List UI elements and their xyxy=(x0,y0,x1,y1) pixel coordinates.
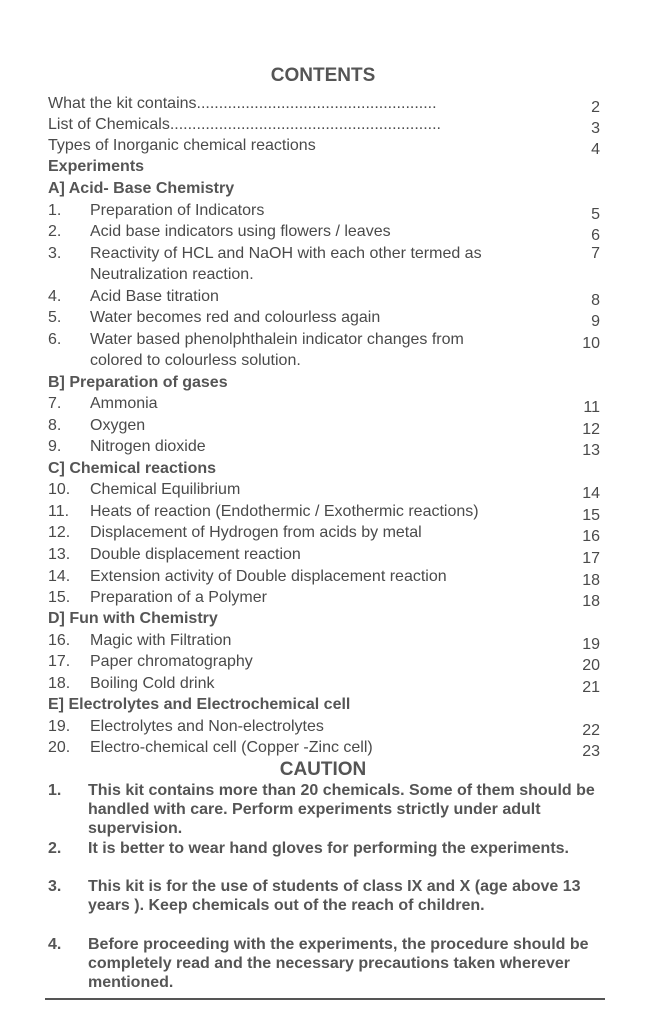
item-number: 5. xyxy=(48,309,62,326)
toc-entry xyxy=(48,308,600,328)
page-number: 4 xyxy=(591,141,600,158)
item-number: 11. xyxy=(48,503,70,520)
section-heading: D] Fun with Chemistry xyxy=(48,610,218,627)
section-heading: C] Chemical reactions xyxy=(48,460,217,477)
caution-text: It is better to wear hand gloves for performing the experiments. xyxy=(88,840,569,857)
item-number: 12. xyxy=(48,524,71,541)
item-title: Displacement of Hydrogen from acids by metal xyxy=(90,524,422,541)
toc-entry xyxy=(48,416,600,436)
item-number: 8. xyxy=(48,417,62,434)
page-number: 15 xyxy=(582,507,600,524)
page-number: 21 xyxy=(582,679,600,696)
item-title: Electrolytes and Non-electrolytes xyxy=(90,718,324,735)
item-title: Water based phenolphthalein indicator changes from xyxy=(90,331,464,348)
page-number: 5 xyxy=(591,206,600,223)
item-title: Acid base indicators using flowers / leaves xyxy=(90,223,391,240)
toc-entry xyxy=(48,287,600,307)
toc-entry xyxy=(48,330,600,350)
item-number: 19. xyxy=(48,718,71,735)
toc-entry xyxy=(48,717,600,737)
entry-label: List of Chemicals xyxy=(48,116,170,133)
item-number: 1. xyxy=(48,202,62,219)
leader-dots: ............................................................. xyxy=(169,116,441,133)
page-number: 17 xyxy=(582,550,600,567)
item-title: Double displacement reaction xyxy=(90,546,301,563)
item-number: 7. xyxy=(48,395,62,412)
caution-number: 2. xyxy=(48,840,62,857)
page-number: 16 xyxy=(582,528,600,545)
toc-entry xyxy=(48,437,600,457)
item-title: Paper chromatography xyxy=(90,653,253,670)
page-number: 18 xyxy=(582,572,600,589)
item-title: Chemical Equilibrium xyxy=(90,481,241,498)
toc-entry xyxy=(48,136,600,156)
item-title: Water becomes red and colourless again xyxy=(90,309,381,326)
toc-entry xyxy=(48,674,600,694)
page-title: CONTENTS xyxy=(270,65,376,86)
item-title: Oxygen xyxy=(90,417,146,434)
item-number: 16. xyxy=(48,632,71,649)
toc-entry xyxy=(48,567,600,587)
toc-entry xyxy=(48,222,600,242)
caution-text: This kit contains more than 20 chemicals. Some of them should be handled with care. Perform experiments strictly under adult supervision. xyxy=(88,782,595,837)
item-number: 6. xyxy=(48,331,62,348)
caution-number: 1. xyxy=(48,782,62,799)
item-number: 18. xyxy=(48,675,71,692)
page-number: 7 xyxy=(591,245,600,262)
toc-entry xyxy=(48,394,600,414)
toc-entry xyxy=(48,738,600,758)
caution-number: 4. xyxy=(48,936,62,953)
item-number: 2. xyxy=(48,223,62,240)
item-title: Preparation of a Polymer xyxy=(90,589,267,606)
page-number: 6 xyxy=(591,227,600,244)
toc-entry xyxy=(48,523,600,543)
page-number: 11 xyxy=(583,399,600,416)
toc-entry xyxy=(48,115,600,135)
caution-text: Before proceeding with the experiments, the procedure should be completely read and the necessary precautions taken wherever mentioned. xyxy=(88,936,589,991)
item-title: Preparation of Indicators xyxy=(90,202,265,219)
page-number: 18 xyxy=(582,593,600,610)
section-heading: E] Electrolytes and Electrochemical cell xyxy=(48,696,351,713)
page-number: 12 xyxy=(582,421,600,438)
page-number: 3 xyxy=(591,120,600,137)
toc-entry xyxy=(48,631,600,651)
item-number: 20. xyxy=(48,739,71,756)
item-title: Ammonia xyxy=(90,395,158,412)
entry-label: Types of Inorganic chemical reactions xyxy=(48,137,316,154)
item-title: Acid Base titration xyxy=(90,288,219,305)
page-number: 9 xyxy=(591,313,600,330)
item-title: Electro-chemical cell (Copper -Zinc cell) xyxy=(90,739,373,756)
item-number: 13. xyxy=(48,546,71,563)
page-number: 13 xyxy=(582,442,600,459)
page-number: 10 xyxy=(582,335,600,352)
page-number: 8 xyxy=(591,292,600,309)
caution-title: CAUTION xyxy=(279,759,367,780)
item-number: 10. xyxy=(48,481,71,498)
footer-rule xyxy=(45,998,605,1000)
item-title: Extension activity of Double displacement reaction xyxy=(90,568,447,585)
experiments-heading: Experiments xyxy=(48,158,145,175)
page-number: 19 xyxy=(582,636,600,653)
page-number: 20 xyxy=(582,657,600,674)
page-number: 2 xyxy=(591,99,600,116)
item-number: 4. xyxy=(48,288,62,305)
toc-entry xyxy=(48,480,600,500)
leader-dots: ...................................................... xyxy=(196,95,437,112)
item-title: Reactivity of HCL and NaOH with each other termed as xyxy=(90,245,482,262)
item-number: 15. xyxy=(48,589,71,606)
item-number: 9. xyxy=(48,438,62,455)
toc-entry xyxy=(48,652,600,672)
item-number: 14. xyxy=(48,568,71,585)
item-number: 3. xyxy=(48,245,62,262)
section-heading: B] Preparation of gases xyxy=(48,374,228,391)
toc-entry-label xyxy=(48,115,441,135)
page-number: 23 xyxy=(582,743,600,760)
item-title-continued: Neutralization reaction. xyxy=(90,266,254,283)
item-title: Boiling Cold drink xyxy=(90,675,215,692)
caution-number: 3. xyxy=(48,878,62,895)
toc-entry xyxy=(48,94,600,114)
section-heading: A] Acid- Base Chemistry xyxy=(48,180,235,197)
page-number: 14 xyxy=(582,485,600,502)
item-title-continued: colored to colourless solution. xyxy=(90,352,301,369)
toc-entry xyxy=(48,588,600,608)
entry-label: What the kit contains xyxy=(48,95,197,112)
caution-text: This kit is for the use of students of class IX and X (age above 13 years ). Keep chemicals out of the reach of children. xyxy=(88,878,581,914)
item-number: 17. xyxy=(48,653,71,670)
toc-entry xyxy=(48,201,600,221)
toc-entry xyxy=(48,545,600,565)
item-title: Heats of reaction (Endothermic / Exothermic reactions) xyxy=(90,503,479,520)
toc-entry-label xyxy=(48,94,437,114)
toc-entry xyxy=(48,502,600,522)
item-title: Nitrogen dioxide xyxy=(90,438,206,455)
page-number: 22 xyxy=(582,722,600,739)
item-title: Magic with Filtration xyxy=(90,632,232,649)
toc-entry xyxy=(48,244,600,264)
